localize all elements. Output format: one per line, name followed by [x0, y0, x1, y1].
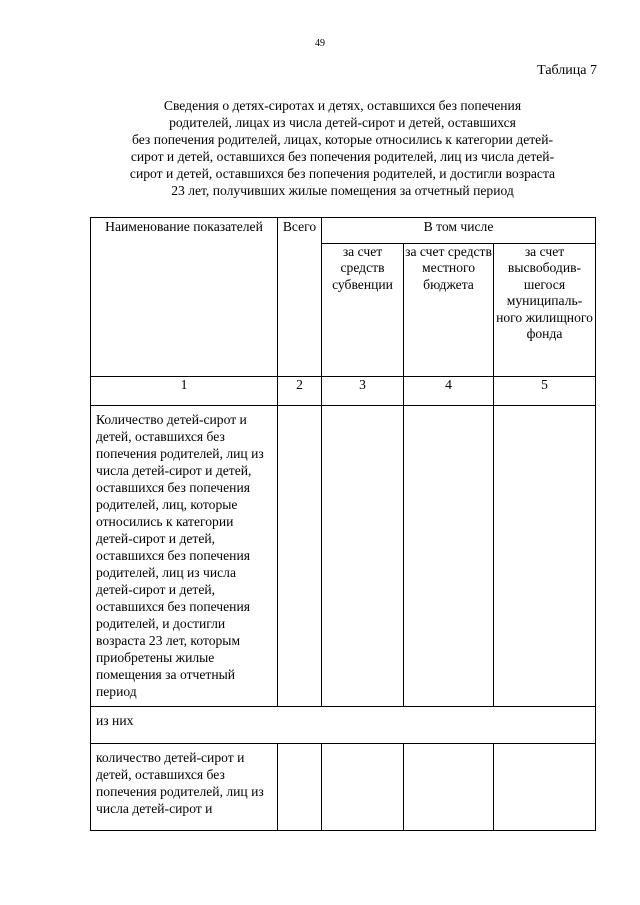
- title-line: 23 лет, получивших жилые помещения за отчетный период: [171, 183, 514, 198]
- title-line: без попечения родителей, лицах, которые относились к категории детей-: [131, 132, 553, 147]
- column-number: 1: [91, 377, 278, 406]
- header-subvention: за счет средств субвенции: [322, 244, 404, 377]
- row-indicator-label: Количество детей-сирот и детей, оставшихся без попечения родителей, лиц из числа детей-сирот и детей, оставшихся без попечения родителей, лиц, которые относились к категории детей-сирот и детей, оставшихся без попечения родителей, лиц из числа детей-сирот и детей, оставшихся без попечения родителей, и достигли возраста 23 лет, которым приобретены жилые помещения за отчетный период: [91, 406, 278, 707]
- table-cell: [278, 744, 322, 831]
- table-cell: [404, 744, 494, 831]
- column-numbers-row: [91, 377, 596, 406]
- table-cell: [494, 406, 596, 707]
- table-row: [91, 406, 596, 707]
- column-number: 5: [494, 377, 596, 406]
- title-line: Сведения о детях-сиротах и детях, оставшихся без попечения: [163, 98, 522, 113]
- column-number: 2: [278, 377, 322, 406]
- header-total: Всего: [278, 218, 322, 377]
- table-cell: [278, 406, 322, 707]
- header-municipal-fund: за счет высвободив-шегося муниципаль-ного жилищного фонда: [494, 244, 596, 377]
- title-line: сирот и детей, оставшихся без попечения родителей, лиц из числа детей-: [130, 149, 555, 164]
- table-label: Таблица 7: [537, 63, 597, 78]
- title-line: сирот и детей, оставшихся без попечения родителей, и достигли возраста: [129, 166, 556, 181]
- table-cell: [322, 744, 404, 831]
- row-of-which-label: из них: [91, 707, 596, 744]
- table-cell: [494, 744, 596, 831]
- table-cell: [404, 406, 494, 707]
- column-number: 3: [322, 377, 404, 406]
- table-row: [91, 744, 596, 831]
- document-title: [90, 97, 595, 199]
- column-number: 4: [404, 377, 494, 406]
- title-line: родителей, лицах из числа детей-сирот и детей, оставшихся: [169, 115, 516, 130]
- table-cell: [322, 406, 404, 707]
- header-row: [91, 218, 596, 244]
- table-row: [91, 707, 596, 744]
- header-including: В том числе: [322, 218, 596, 244]
- statistics-table: [90, 217, 596, 831]
- row-indicator-label: количество детей-сирот и детей, оставшихся без попечения родителей, лиц из числа детей-сирот и: [91, 744, 278, 831]
- header-indicator: Наименование показателей: [91, 218, 278, 377]
- header-local-budget: за счет средств местного бюджета: [404, 244, 494, 377]
- page-number: 49: [315, 38, 325, 49]
